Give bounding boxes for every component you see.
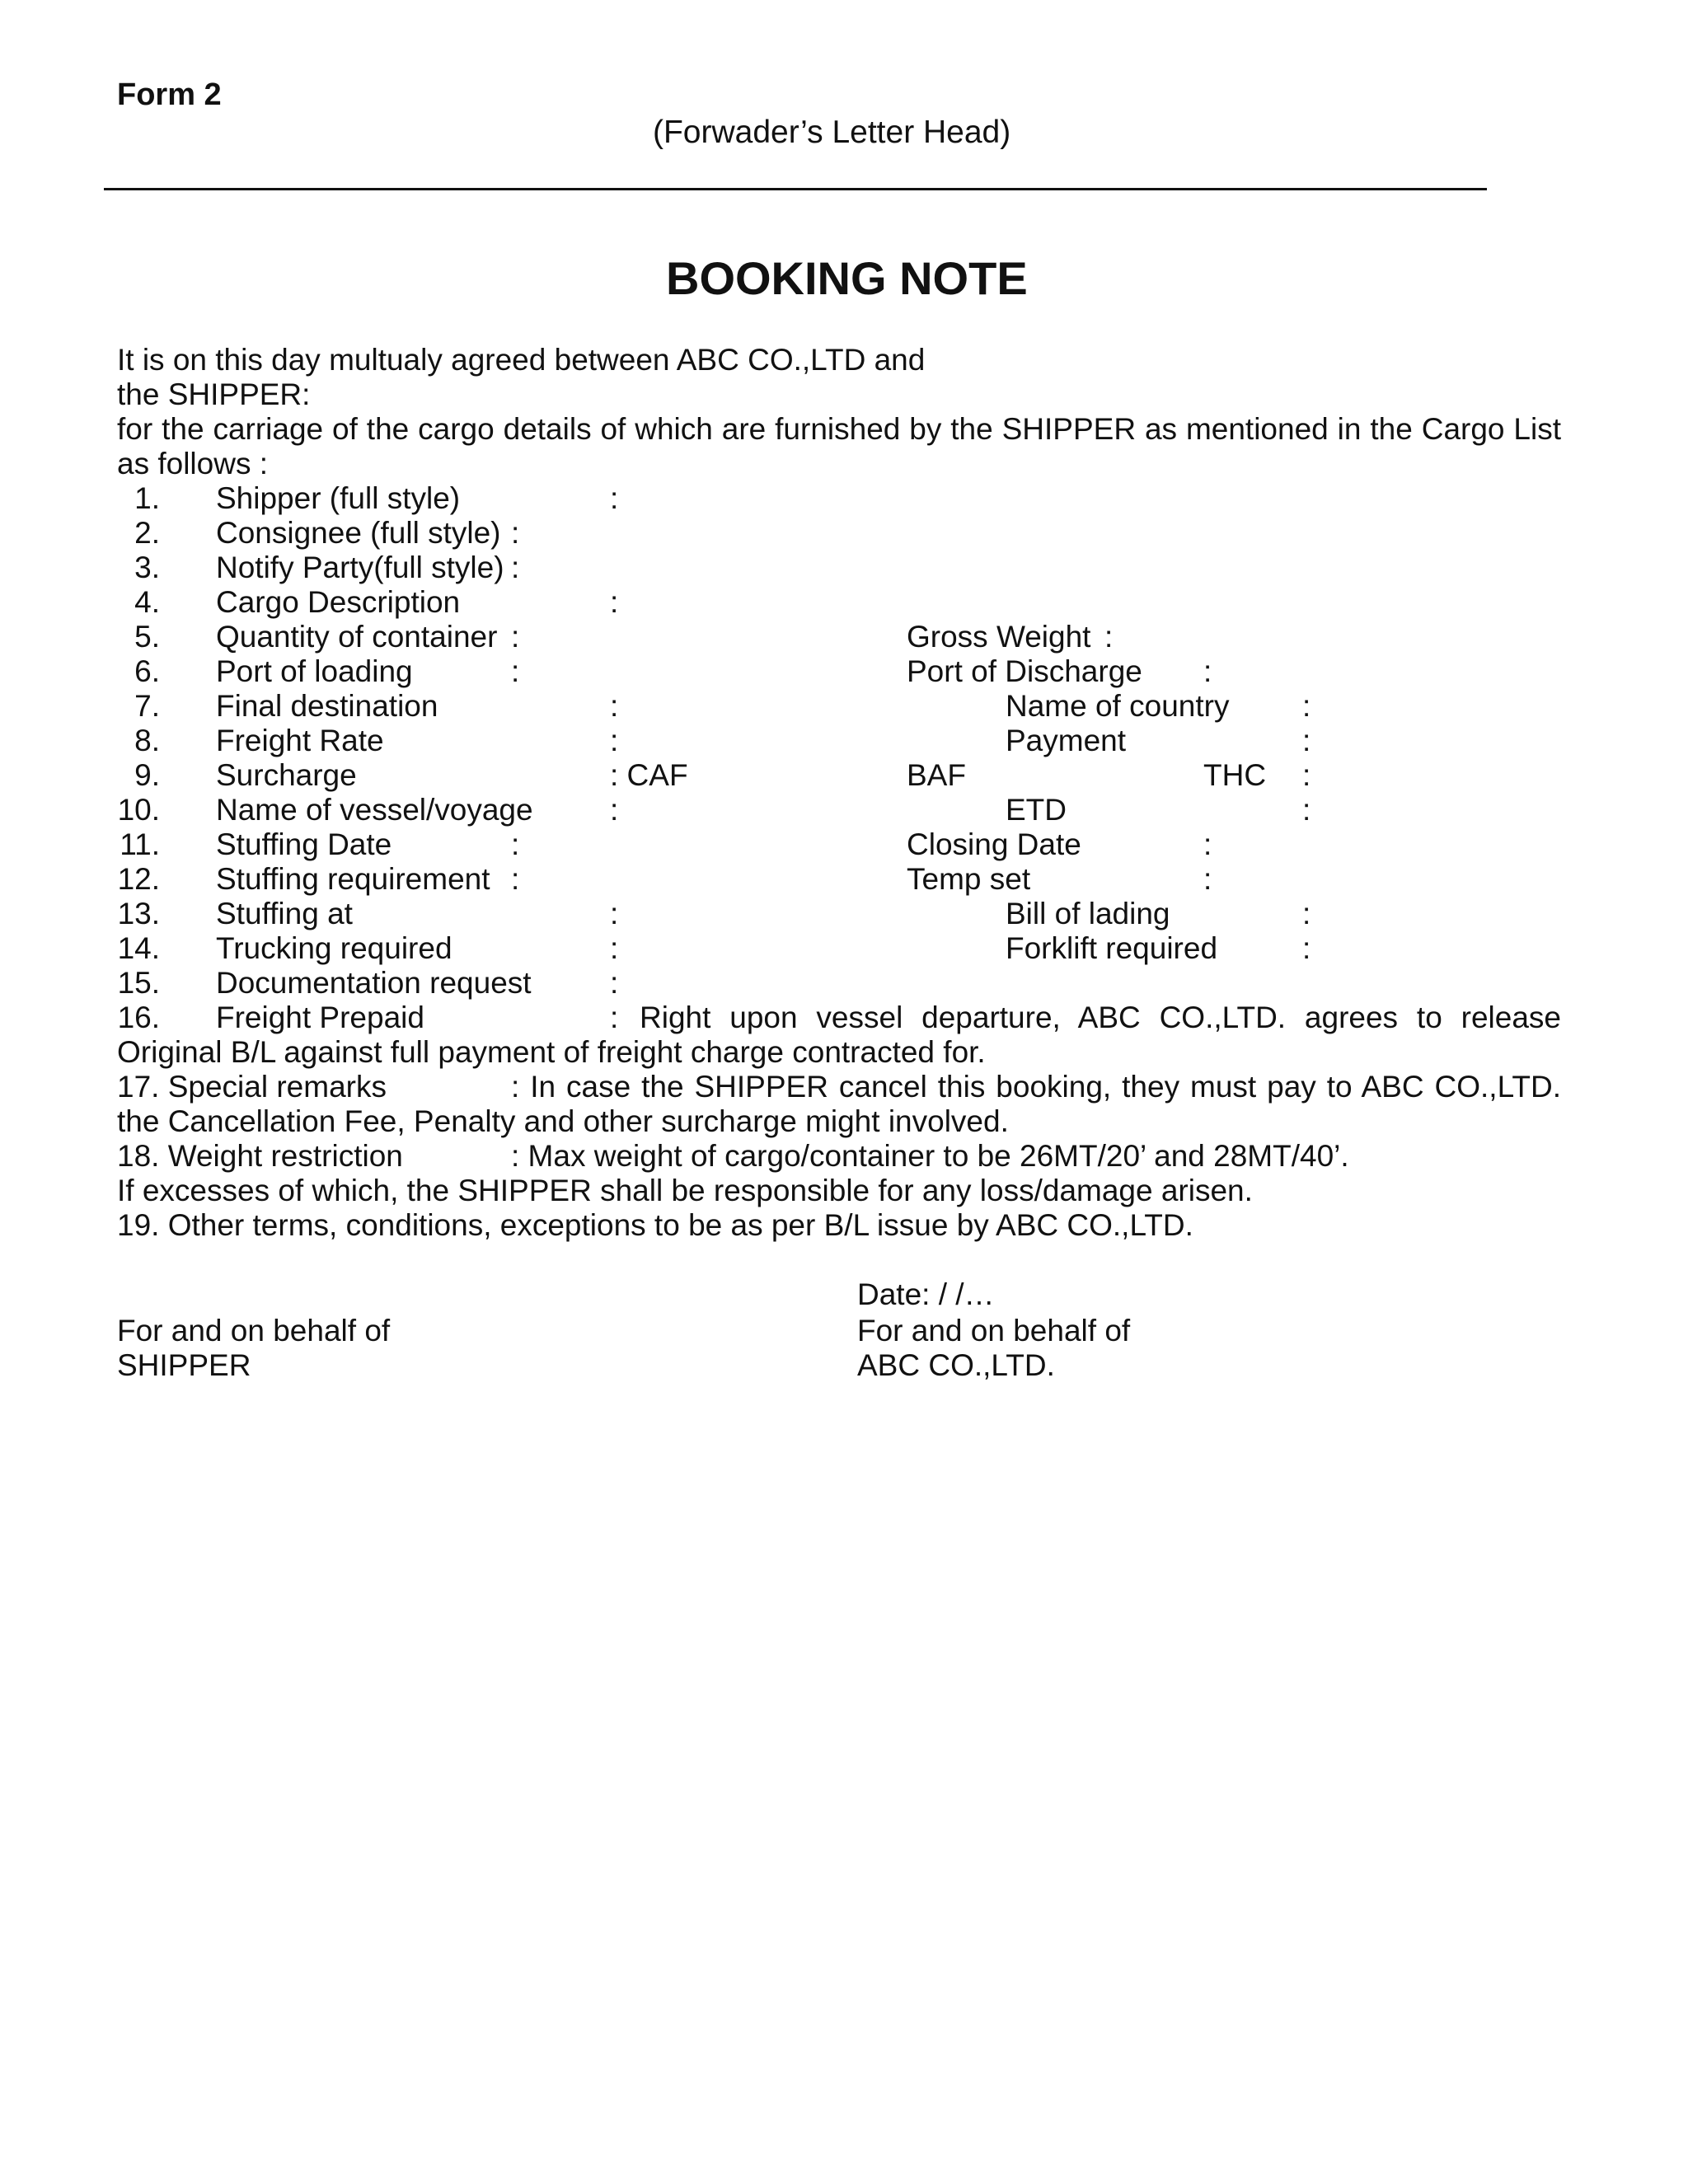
item-16-text: Right upon vessel departure, ABC CO.,LTD. agrees to release: [640, 1001, 1561, 1034]
item-right-colon: :: [1302, 758, 1311, 792]
item-label-notify-party: Notify Party(full style): [216, 551, 504, 584]
item-label-documentation-request: Documentation request: [216, 966, 532, 1000]
item-label-freight-prepaid: Freight Prepaid: [216, 1001, 424, 1034]
intro-line-3: for the carriage of the cargo details of which are furnished by the SHIPPER as mentioned in the Cargo List: [117, 412, 1561, 446]
item-label-freight-rate: Freight Rate: [216, 724, 384, 757]
item-number: 10.: [117, 793, 160, 827]
item-right-colon: :: [1203, 654, 1212, 688]
letterhead-placeholder: (Forwader’s Letter Head): [653, 115, 1011, 150]
item-colon: :: [610, 793, 619, 827]
item-number: 12.: [117, 862, 160, 896]
item-right-colon: :: [1302, 897, 1311, 930]
item-colon: :: [610, 897, 619, 930]
item-number: 11.: [120, 827, 160, 861]
item-right-colon: :: [1302, 931, 1311, 965]
item-colon: :: [610, 966, 619, 1000]
item-label-final-destination: Final destination: [216, 689, 438, 723]
item-colon: :: [610, 931, 619, 965]
item-label-stuffing-at: Stuffing at: [216, 897, 353, 930]
item-right-label-port-of-discharge: Port of Discharge: [907, 654, 1142, 688]
item-right-label-payment: Payment: [1006, 724, 1127, 757]
carrier-behalf-label: For and on behalf of: [857, 1314, 1131, 1347]
item-number: 9.: [134, 758, 160, 792]
item-label-trucking-required: Trucking required: [216, 931, 452, 965]
item-right-label-etd: ETD: [1006, 793, 1067, 827]
item-colon: :: [610, 724, 619, 757]
item-right-colon: :: [1302, 793, 1311, 827]
item-colon: :: [511, 827, 520, 861]
date-field: Date: / /…: [857, 1277, 995, 1311]
item-right-colon: :: [1203, 827, 1212, 861]
item-number: 1.: [134, 481, 160, 515]
item-number: 13.: [117, 897, 160, 930]
form-label: Form 2: [117, 77, 222, 112]
item-number: 2.: [134, 516, 160, 550]
item-number: 8.: [134, 724, 160, 757]
item-colon: :: [511, 862, 520, 896]
item-right-label-temp-set: Temp set: [907, 862, 1031, 896]
item-17-text: : In case the SHIPPER cancel this booking, they must pay to ABC CO.,LTD.: [511, 1070, 1561, 1104]
item-17-label: 17. Special remarks: [117, 1070, 387, 1104]
item-colon: :: [610, 481, 619, 515]
item-colon: :: [610, 689, 619, 723]
item-right-label-closing-date: Closing Date: [907, 827, 1081, 861]
item-label-consignee: Consignee (full style): [216, 516, 501, 550]
document-title: BOOKING NOTE: [666, 252, 1028, 304]
item-mid-label-baf: BAF: [907, 758, 966, 792]
item-18-label: 18. Weight restriction: [117, 1139, 403, 1173]
carrier-name: ABC CO.,LTD.: [857, 1348, 1055, 1382]
item-right-label-thc: THC: [1203, 758, 1267, 792]
item-right-label-forklift-required: Forklift required: [1006, 931, 1218, 965]
item-19-text: 19. Other terms, conditions, exceptions to be as per B/L issue by ABC CO.,LTD.: [117, 1208, 1193, 1242]
item-number: 14.: [117, 931, 160, 965]
item-colon: :: [511, 654, 520, 688]
shipper-behalf-label: For and on behalf of: [117, 1314, 391, 1347]
item-number: 7.: [134, 689, 160, 723]
item-number: 15.: [117, 966, 160, 1000]
item-18-continuation: If excesses of which, the SHIPPER shall be responsible for any loss/damage arisen.: [117, 1174, 1253, 1207]
item-right-label-name-of-country: Name of country: [1006, 689, 1230, 723]
item-label-shipper: Shipper (full style): [216, 481, 461, 515]
item-number: 16.: [117, 1001, 160, 1034]
item-number: 4.: [134, 585, 160, 619]
item-label-stuffing-requirement: Stuffing requirement: [216, 862, 490, 896]
item-label-quantity-of-container: Quantity of container: [216, 620, 498, 654]
item-number: 6.: [134, 654, 160, 688]
item-number: 5.: [134, 620, 160, 654]
item-label-port-of-loading: Port of loading: [216, 654, 413, 688]
intro-line-4: as follows :: [117, 447, 269, 480]
item-label-stuffing-date: Stuffing Date: [216, 827, 392, 861]
item-right-colon: :: [1104, 620, 1114, 654]
item-16-continuation: Original B/L against full payment of freight charge contracted for.: [117, 1035, 986, 1069]
item-18-text: : Max weight of cargo/container to be 26MT/20’ and 28MT/40’.: [511, 1139, 1349, 1173]
item-colon: :: [511, 551, 520, 584]
intro-line-2: the SHIPPER:: [117, 377, 311, 411]
item-colon: :: [610, 585, 619, 619]
shipper-name: SHIPPER: [117, 1348, 251, 1382]
item-colon: :: [610, 1001, 619, 1034]
item-colon: :: [511, 620, 520, 654]
item-colon-caf: : CAF: [610, 758, 688, 792]
item-right-label-gross-weight: Gross Weight: [907, 620, 1091, 654]
item-label-surcharge: Surcharge: [216, 758, 357, 792]
item-right-colon: :: [1302, 689, 1311, 723]
header-divider: [104, 188, 1487, 190]
item-17-continuation: the Cancellation Fee, Penalty and other surcharge might involved.: [117, 1104, 1009, 1138]
item-right-colon: :: [1203, 862, 1212, 896]
item-label-vessel-voyage: Name of vessel/voyage: [216, 793, 533, 827]
item-number: 3.: [134, 551, 160, 584]
item-right-colon: :: [1302, 724, 1311, 757]
intro-line-1: It is on this day multualy agreed between ABC CO.,LTD and: [117, 343, 926, 377]
item-colon: :: [511, 516, 520, 550]
item-label-cargo-description: Cargo Description: [216, 585, 461, 619]
item-right-label-bill-of-lading: Bill of lading: [1006, 897, 1170, 930]
